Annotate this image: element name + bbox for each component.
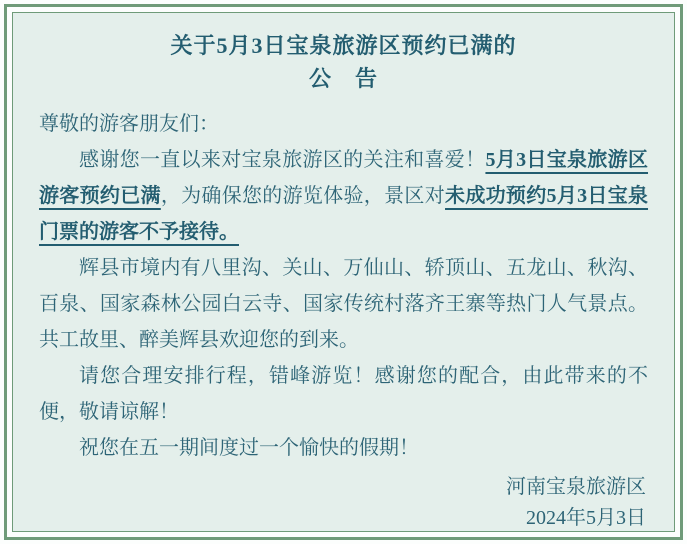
paragraph-other-attractions: 辉县市境内有八里沟、关山、万仙山、轿顶山、五龙山、秋沟、百泉、国家森林公园白云寺、国家传统村落齐王寨等热门人气景点。共工故里、醉美辉县欢迎您的到来。 [39, 257, 648, 351]
paragraph-apology: 请您合理安排行程，错峰游览！感谢您的配合，由此带来的不便，敬请谅解！ [39, 365, 648, 423]
signature-date: 2024年5月3日 [526, 507, 646, 529]
notice-title-line1: 关于5月3日宝泉旅游区预约已满的 [170, 33, 517, 58]
paragraph-reservation-full-text: 感谢您一直以来对宝泉旅游区的关注和喜爱！ [79, 149, 486, 171]
signature-block [39, 472, 648, 532]
emphasis-no-admission: 未成功预约5月3日宝泉门票的游客不予接待。 [39, 185, 649, 243]
notice-card [12, 12, 675, 532]
salutation: 尊敬的游客朋友们： [39, 113, 219, 135]
notice-title-line2: 公 告 [308, 66, 378, 91]
notice-outer-frame [4, 4, 683, 540]
paragraph-reservation-full [39, 142, 648, 250]
paragraph-reservation-full-middle: ，为确保您的游览体验，景区对 [160, 185, 446, 207]
emphasis-reservation-full: 5月3日宝泉旅游区游客预约已满 [39, 149, 649, 207]
paragraph-holiday-wish: 祝您在五一期间度过一个愉快的假期！ [79, 437, 419, 459]
signature-org: 河南宝泉旅游区 [506, 476, 646, 498]
